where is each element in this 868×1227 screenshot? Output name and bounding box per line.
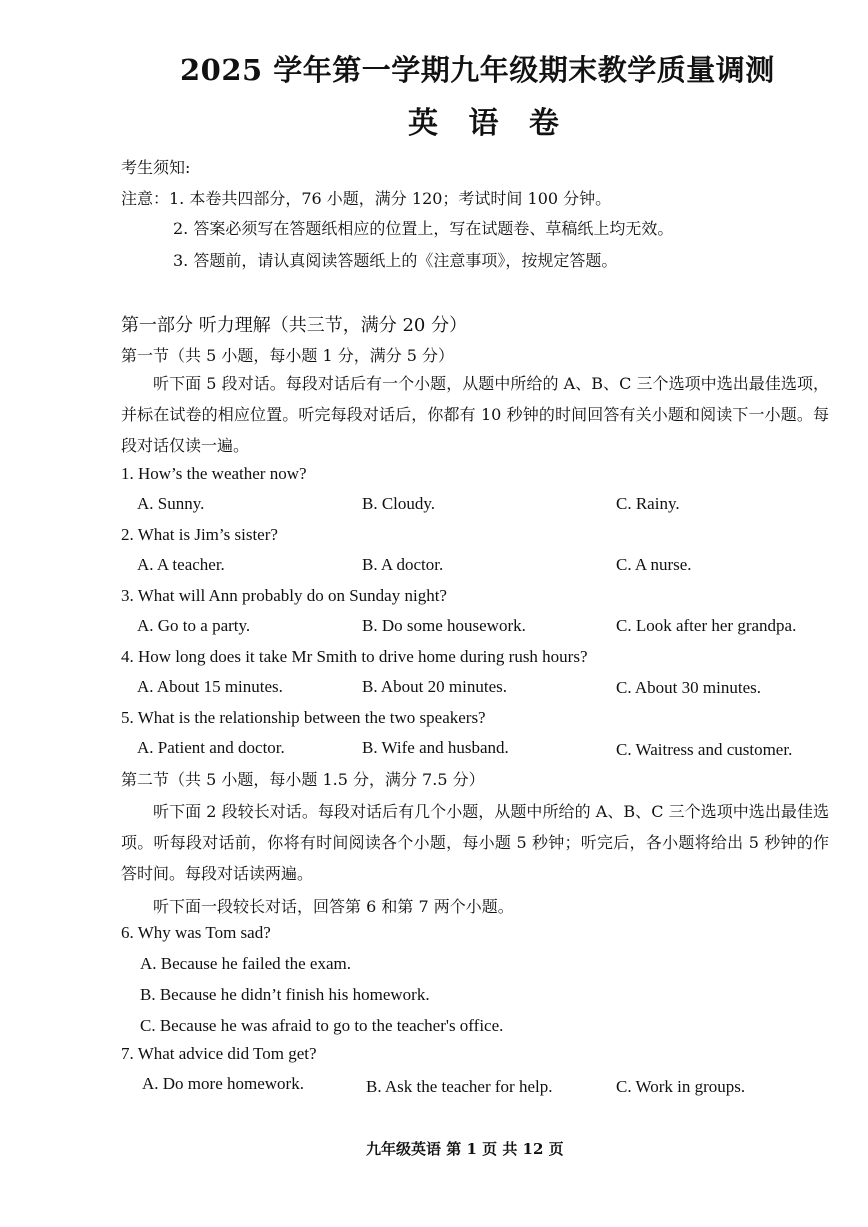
question-3: 3. What will Ann probably do on Sunday night? [121,586,447,605]
exam-subtitle: 英 语 卷 [408,106,569,141]
section1-instruction-text: 听下面 5 段对话。每段对话后有一个小题，从题中所给的 A、B、C 三个选项中选出最佳选项，并标在试卷的相应位置。听完每段对话后，你都有 10 秒钟的时间回答有关小题和阅读下一小题。每段对话仅读一遍。 [121,374,829,455]
q4-option-b: B. About 20 minutes. [362,677,507,696]
question-2: 2. What is Jim’s sister? [121,525,278,544]
q3-option-c: C. Look after her grandpa. [616,616,797,635]
question-4: 4. How long does it take Mr Smith to drive home during rush hours? [121,647,588,666]
part1-heading: 第一部分 听力理解（共三节，满分 20 分） [121,315,468,336]
question-6: 6. Why was Tom sad? [121,923,271,942]
q1-option-c: C. Rainy. [616,494,680,513]
notice-item-1: 注意：1. 本卷共四部分，76 小题，满分 120；考试时间 100 分钟。 [121,189,612,208]
q2-option-b: B. A doctor. [362,555,444,574]
q7-option-b: B. Ask the teacher for help. [366,1077,553,1096]
q1-option-b: B. Cloudy. [362,494,436,513]
section2-instruction-text: 听下面 2 段较长对话。每段对话后有几个小题，从题中所给的 A、B、C 三个选项中选出最佳选项。听每段对话前，你将有时间阅读各个小题，每小题 5 秒钟；听完后，各小题将给出 5 秒钟的作答时间。每段对话读两遍。 [121,802,829,883]
question-5: 5. What is the relationship between the two speakers? [121,708,486,727]
question-1: 1. How’s the weather now? [121,464,307,483]
q1-option-a: A. Sunny. [137,494,205,513]
section1-heading: 第一节（共 5 小题，每小题 1 分，满分 5 分） [121,346,455,365]
question-7: 7. What advice did Tom get? [121,1044,317,1063]
notice-item-3: 3. 答题前，请认真阅读答题纸上的《注意事项》，按规定答题。 [173,251,618,270]
notice-item-2: 2. 答案必须写在答题纸相应的位置上，写在试题卷、草稿纸上均无效。 [173,219,674,238]
q7-option-a: A. Do more homework. [142,1074,304,1093]
section1-instruction [121,368,829,461]
q2-option-a: A. A teacher. [137,555,225,574]
section2-heading: 第二节（共 5 小题，每小题 1.5 分，满分 7.5 分） [121,770,485,789]
q7-option-c: C. Work in groups. [616,1077,746,1096]
q6-option-c: C. Because he was afraid to go to the teacher's office. [140,1016,504,1035]
q3-option-a: A. Go to a party. [137,616,251,635]
q5-option-b: B. Wife and husband. [362,738,509,757]
section2-instruction [121,796,829,889]
page-footer: 九年级英语 第 1 页 共 12 页 [366,1140,564,1158]
notice-heading: 考生须知: [121,158,191,177]
q4-option-c: C. About 30 minutes. [616,678,761,697]
exam-title: 2025 学年第一学期九年级期末教学质量调测 [180,53,775,87]
q3-option-b: B. Do some housework. [362,616,526,635]
q5-option-c: C. Waitress and customer. [616,740,793,759]
section2-sub-instruction: 听下面一段较长对话，回答第 6 和第 7 两个小题。 [153,897,514,916]
q4-option-a: A. About 15 minutes. [137,677,283,696]
q5-option-a: A. Patient and doctor. [137,738,285,757]
q6-option-b: B. Because he didn’t finish his homework. [140,985,430,1004]
q2-option-c: C. A nurse. [616,555,692,574]
q6-option-a: A. Because he failed the exam. [140,954,351,973]
